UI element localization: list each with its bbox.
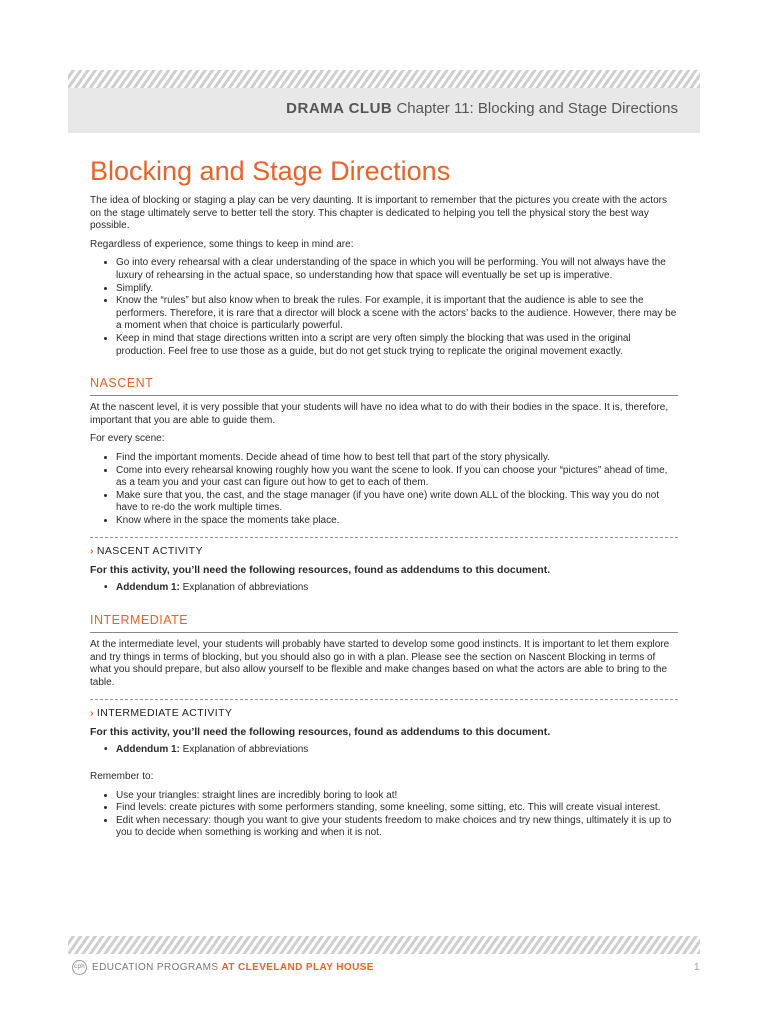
list-item: • Find levels: create pictures with some performers standing, some kneeling, some sitting, etc. This will create visual interest. <box>116 802 678 815</box>
list-item: • Go into every rehearsal with a clear understanding of the space in which you will be performing. You will not always have the luxury of rehearsing in the actual space, so understanding how that space will eventually be set up is imperative. <box>116 257 678 282</box>
header-band <box>68 88 700 133</box>
activity-title-text: INTERMEDIATE ACTIVITY <box>96 707 233 720</box>
addendum-text: Explanation of abbreviations <box>182 582 309 594</box>
nascent-for-every: For every scene: <box>90 433 165 445</box>
addendum-item <box>116 582 678 595</box>
list-item: • Keep in mind that stage directions written into a script are very often simply the blocking that was used in the original production. Feel free to use those as a guide, but do not get stuck trying to replicate the original movement exactly. <box>116 333 678 358</box>
activity-title-text: NASCENT ACTIVITY <box>96 545 203 558</box>
nascent-resources-note: For this activity, you’ll need the following resources, found as addendums to this document. <box>90 564 551 577</box>
chevron-right-icon: › <box>90 707 94 720</box>
keep-in-mind-lead: Regardless of experience, some things to keep in mind are: <box>90 238 354 250</box>
intermediate-heading: INTERMEDIATE <box>90 613 678 633</box>
header-hatch-stripe <box>68 70 700 88</box>
footer-programs <box>92 962 374 973</box>
list-item: • Use your triangles: straight lines are incredibly boring to look at! <box>116 790 678 803</box>
chevron-right-icon: › <box>90 545 94 558</box>
footer-hatch-stripe <box>68 936 700 954</box>
intro-paragraph: The idea of blocking or staging a play can be very daunting. It is important to remember that the pictures you create with the actors on the stage ultimately serve to better tell the story. This chapter is dedicated to helping you tell the physical story the best way possible. <box>90 195 667 232</box>
addendum-label: Addendum 1: <box>116 744 180 756</box>
footer-cph-text: AT CLEVELAND PLAY HOUSE <box>221 962 374 973</box>
list-item: • Find the important moments. Decide ahead of time how to best tell that part of the story physically. <box>116 452 678 465</box>
page-title: Blocking and Stage Directions <box>90 156 451 186</box>
list-item: • Know where in the space the moments take place. <box>116 515 678 528</box>
dotted-divider <box>90 699 678 700</box>
keep-in-mind-list <box>90 257 678 358</box>
addendum-item <box>116 744 678 757</box>
intermediate-resources-note: For this activity, you’ll need the following resources, found as addendums to this document. <box>90 726 551 739</box>
page-number: 1 <box>694 962 700 973</box>
list-item: • Make sure that you, the cast, and the stage manager (if you have one) write down ALL of the blocking. This way you do not have to re-do the work multiple times. <box>116 490 678 515</box>
footer-programs-text: EDUCATION PROGRAMS <box>92 962 219 973</box>
addendum-text: Explanation of abbreviations <box>182 744 309 756</box>
header-chapter: Chapter 11: Blocking and Stage Directions <box>396 100 678 117</box>
intermediate-addendum-list <box>90 744 678 757</box>
footer <box>68 960 700 980</box>
list-item: • Know the “rules” but also know when to break the rules. For example, it is important that the audience is able to see the performers. Therefore, it is rare that a director will block a scene with the actors’ backs to the audience. However, there may be a moment when that choice is particularly powerful. <box>116 295 678 333</box>
nascent-activity-title <box>90 545 678 557</box>
nascent-paragraph: At the nascent level, it is very possible that your students will have no idea what to do with their bodies in the space. It is, therefore, important that you are able to guide them. <box>90 402 669 426</box>
remember-lead: Remember to: <box>90 771 154 783</box>
list-item: • Simplify. <box>116 283 678 296</box>
nascent-list <box>90 452 678 528</box>
cph-logo-icon: cph <box>72 960 87 975</box>
nascent-heading: NASCENT <box>90 376 678 396</box>
header-club-name: DRAMA CLUB <box>286 100 393 117</box>
header-title <box>286 100 678 117</box>
addendum-label: Addendum 1: <box>116 582 180 594</box>
main-content <box>90 156 678 846</box>
list-item: • Come into every rehearsal knowing roughly how you want the scene to look. If you can choose your “pictures” ahead of time, as a team you and your cast can figure out how to get to each of them. <box>116 465 678 490</box>
intermediate-paragraph: At the intermediate level, your students will probably have started to develop some good instincts. It is important to let them explore and try things in terms of blocking, but you should also go in with a plan. Please see the section on Nascent Blocking in terms of what you should prepare, but also allow yourself to be flexible and make changes based on what the actors are able to bring to the table. <box>90 639 670 688</box>
nascent-addendum-list <box>90 582 678 595</box>
list-item: • Edit when necessary: though you want to give your students freedom to make choices and try new things, ultimately it is up to you to decide when something is working and when it is not. <box>116 815 678 840</box>
dotted-divider <box>90 537 678 538</box>
intermediate-activity-title <box>90 707 678 719</box>
remember-list <box>90 790 678 840</box>
